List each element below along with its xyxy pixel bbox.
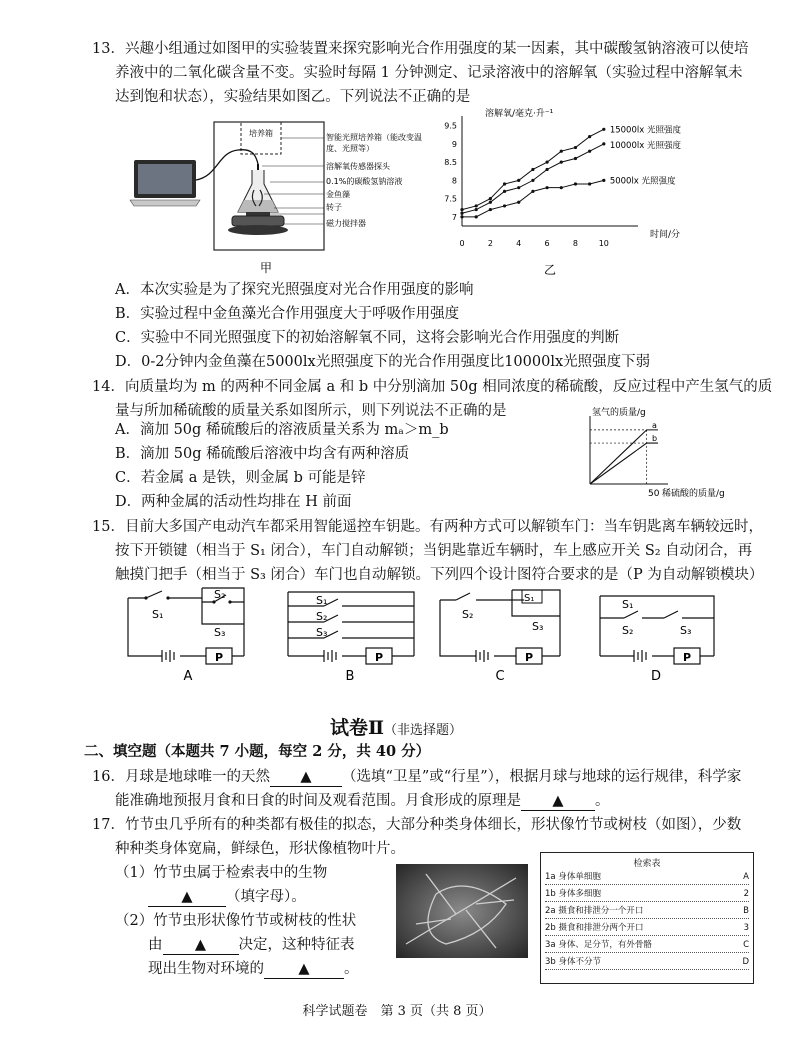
q13-option-a: A．本次实验是为了探究光照强度对光合作用强度的影响 [115,282,474,298]
key-row: 2a 摄食和排泄分一个开口 B [545,905,749,919]
chart1-point [560,186,563,189]
chart1-point [503,190,506,193]
stick-insect-photo [396,864,528,958]
svg-text:S₁: S₁ [316,594,328,607]
chart1-point [531,168,534,171]
chart1-point [475,204,478,207]
chart1-point [574,182,577,185]
circuit-c [436,586,570,686]
chart1-ytick: 8 [451,176,457,186]
chart1-point [489,197,492,200]
svg-text:S₂: S₂ [462,608,474,621]
circuit-d-label: D [650,669,662,684]
q16-blank2: ▲ [521,792,595,811]
svg-text:S₃: S₃ [214,626,226,639]
chart1-ytick: 9 [451,139,457,149]
chart1-point [560,161,563,164]
q14-graph-ylabel: 氢气的质量/g [592,408,646,418]
label-rotor: 转子 [326,203,342,212]
circuit-d [594,586,724,686]
q14-option-c: C．若金属 a 是铁，则金属 b 可能是锌 [115,470,366,486]
chart1-point [574,157,577,160]
q14-stem-line1: 14．向质量均为 m 的两种不同金属 a 和 b 中分别滴加 50g 相同浓度的稀硫酸，反应过程中产生氢气的质 [92,379,773,395]
q16-blank1: ▲ [270,768,342,787]
key-row: 1b 身体多细胞 2 [545,888,749,902]
q14-option-a: A．滴加 50g 稀硫酸后的溶液质量关系为 mₐ＞m_b [115,422,449,438]
chart1-point [517,186,520,189]
chart2-series-line [590,443,658,484]
incubator-label: 培养箱 [249,129,273,138]
key-title: 检索表 [633,859,661,869]
svg-text:P: P [524,651,534,664]
q13-option-c: C．实验中不同光照强度下的初始溶解氧不同，这将会影响光合作用强度的判断 [115,330,620,346]
chart1-xtick: 4 [516,239,522,248]
chart2-series-label: b [652,434,658,444]
key-row: 3a 身体、足分节，有外骨骼 C [545,939,749,953]
svg-text:P: P [214,651,224,664]
svg-text:S₂: S₂ [316,610,328,623]
q14-option-b: B．滴加 50g 稀硫酸后溶液中均含有两种溶质 [115,446,410,462]
chart1-series-label: 15000lx 光照强度 [609,125,681,136]
chart1-point [545,168,548,171]
chart1-point [588,182,591,185]
chart1-point [560,150,563,153]
svg-text:S₂: S₂ [214,588,226,601]
q13-option-b: B．实验过程中金鱼藻光合作用强度大于呼吸作用强度 [115,306,460,322]
chart2-series-label: a [652,420,657,430]
chart1-ytick: 9.5 [444,121,457,131]
label-stirrer: 磁力搅拌器 [326,219,366,228]
q15-stem-line2: 按下开锁键（相当于 S₁ 闭合），车门自动解锁；当钥匙靠近车辆时，车上感应开关 S₂ 自动闭合，再 [115,543,753,559]
q14-graph-xlabel-text: 稀硫酸的质量/g [662,489,725,499]
q15-stem-line1: 15．目前大多国产电动汽车都采用智能遥控车钥匙。有两种方式可以解锁车门：当车钥匙离车辆较远时， [92,519,763,535]
chart1-series-label: 5000lx 光照强度 [609,176,676,187]
chart1-point [588,135,591,138]
q14-stem-line2: 量与所加稀硫酸的质量关系如图所示，则下列说法不正确的是 [115,403,507,419]
chart1-point [531,179,534,182]
chart1-ylabel: 溶解氧/毫克·升⁻¹ [485,109,554,119]
chart1-point [602,128,605,131]
q17-stem-line1: 17．竹节虫几乎所有的种类都有极佳的拟态，大部分种类身体细长，形状像竹节或树枝（如图），少数 [92,817,742,833]
chart1-point [475,215,478,218]
q14-graph [578,404,758,504]
circuit-a [124,586,254,686]
label-incubator-desc1: 智能光照培养箱（能改变温 [326,133,422,142]
chart1-xtick: 6 [544,239,550,248]
circuit-c-label: C [495,669,505,684]
q17-sub1-a: （1）竹节虫属于检索表中的生物 [115,865,328,881]
chart1-ytick: 7.5 [444,194,457,204]
circuit-b [284,586,420,686]
chart1-point [588,150,591,153]
q13-chart-yi [440,104,730,280]
q13-stem-line2: 养液中的二氧化碳含量不变。实验时每隔 1 分钟测定、记录溶液中的溶解氧（实验过程中溶解氧未 [115,65,743,81]
page-footer: 科学试题卷 第 3 页（共 8 页） [302,1004,492,1019]
q13-figure-jia [128,112,440,280]
q17-sub1-b: ▲ （填字母）。 [148,886,306,908]
q15-stem-line3: 触摸门把手（相当于 S₃ 闭合）车门也自动解锁。下列四个设计图符合要求的是（P 为自动解锁模块） [115,567,764,583]
q16-line1: 16．月球是地球唯一的天然 ▲ （选填“卫星”或“行星”），根据月球与地球的运行规律，科学家 [92,769,742,785]
key-row: 3b 身体不分节 D [545,956,749,970]
chart1-ytick: 8.5 [444,158,457,168]
chart2-series-line [590,430,658,484]
svg-text:S₁: S₁ [524,593,535,604]
dichotomous-key [540,852,754,984]
svg-text:P: P [374,651,384,664]
key-row: 1a 身体单细胞 A [545,871,749,885]
svg-text:S₃: S₃ [532,620,544,633]
chart1-point [460,215,463,218]
svg-text:P: P [682,651,692,664]
chart1-point [489,201,492,204]
label-incubator-desc2: 度、光照等） [326,144,374,153]
q13-option-d: D．0-2分钟内金鱼藻在5000lx光照强度下的光合作用强度比10000lx光照强度下弱 [115,354,651,370]
chart1-point [517,179,520,182]
chart1-point [503,204,506,207]
chart1-xlabel: 时间/分 [650,230,681,240]
chart1-point [475,208,478,211]
q14-graph-xlabel: 50 [648,489,660,499]
circuit-a-label: A [183,669,193,684]
svg-text:S₂: S₂ [622,624,634,637]
label-probe: 溶解氧传感器探头 [326,162,390,171]
svg-text:S₃: S₃ [316,626,328,639]
chart1-point [517,201,520,204]
chart1-point [460,208,463,211]
chart1-point [602,142,605,145]
chart1-series-label: 10000lx 光照强度 [609,140,681,151]
part2-title: 试卷Ⅱ（非选择题） [330,717,463,739]
chart1-series-line [462,180,604,216]
chart1-point [602,179,605,182]
chart1-point [460,212,463,215]
q14-option-d: D．两种金属的活动性均排在 H 前面 [115,494,352,510]
q17-sub2-c: 现出生物对环境的 ▲ 。 [148,961,359,977]
label-solution: 0.1%的碳酸氢钠溶液 [326,177,403,186]
chart1-xtick: 0 [459,239,465,248]
svg-text:S₁: S₁ [152,608,164,621]
q13-stem-line3: 达到饱和状态），实验结果如图乙。下列说法不正确的是 [115,89,471,105]
q13-stem-line1: 13．兴趣小组通过如图甲的实验装置来探究影响光合作用强度的某一因素，其中碳酸氢钠溶液可以使培 [92,41,749,57]
chart1-point [531,190,534,193]
chart1-xtick: 10 [598,239,609,248]
circuit-b-label: B [345,669,355,684]
svg-text:S₁: S₁ [622,598,634,611]
key-row: 2b 摄食和排泄分两个开口 3 [545,922,749,936]
chart1-point [503,182,506,185]
part2-section-heading: 二、填空题（本题共 7 小题，每空 2 分，共 40 分） [84,743,431,760]
caption-yi: 乙 [543,263,557,277]
label-plant: 金鱼藻 [326,190,350,199]
q16-line2: 能准确地预报月食和日食的时间及观看范围。月食形成的原理是 ▲ 。 [115,793,610,809]
caption-jia: 甲 [259,261,273,275]
chart1-point [545,186,548,189]
q17-sub2-a: （2）竹节虫形状像竹节或树枝的性状 [115,913,357,929]
chart1-point [574,146,577,149]
chart1-xtick: 2 [487,239,493,248]
chart1-point [545,161,548,164]
chart1-ytick: 7 [451,212,457,222]
chart1-xtick: 8 [572,239,579,248]
q17-stem-line2: 种种类身体宽扁，鲜绿色，形状像植物叶片。 [115,841,405,857]
q17-sub2-b: 由 ▲ 决定，这种特征表 [148,937,355,953]
svg-text:S₃: S₃ [680,624,692,637]
chart1-point [489,208,492,211]
